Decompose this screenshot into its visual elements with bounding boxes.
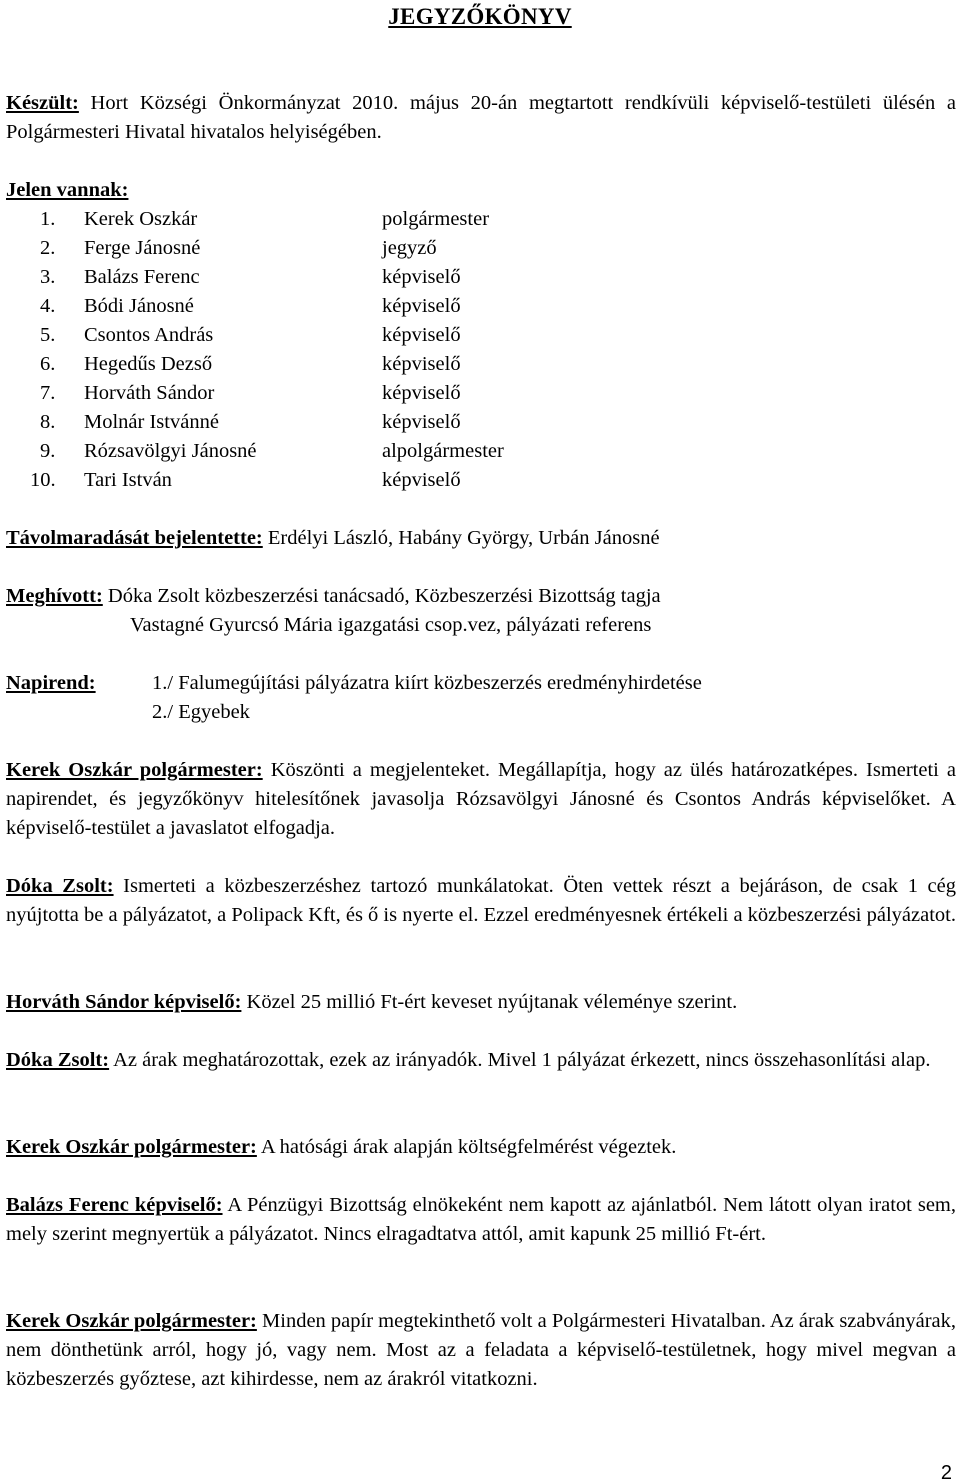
prepared-paragraph bbox=[6, 89, 956, 147]
attendee-role: képviselő bbox=[382, 324, 461, 346]
attendee-name: Hegedűs Dezső bbox=[84, 353, 213, 375]
attendee-row bbox=[6, 379, 956, 408]
speaker-label: Kerek Oszkár polgármester: bbox=[6, 759, 263, 781]
attendee-number: 7. bbox=[40, 382, 56, 404]
speech-text: Minden papír megtekinthető volt a Polgármesteri Hivatalban. Az árak szabványárak, nem dönthetünk arról, hogy jó, vagy nem. Most az a feladata a képviselő-testületnek, hogy mivel megvan a közbeszerzés győztese, azt kihirdesse, nem az árakról vitatkozni. bbox=[6, 1310, 956, 1390]
invited-line-1: Dóka Zsolt közbeszerzési tanácsadó, Közbeszerzési Bizottság tagja bbox=[102, 585, 661, 607]
attendee-row bbox=[6, 350, 956, 379]
attendee-name: Ferge Jánosné bbox=[84, 237, 201, 259]
speaker-label: Dóka Zsolt: bbox=[6, 1049, 110, 1071]
agenda-section bbox=[6, 669, 956, 727]
attendee-role: képviselő bbox=[382, 353, 461, 375]
attendee-number: 1. bbox=[40, 208, 56, 230]
attendee-role: polgármester bbox=[382, 208, 490, 230]
speech-text: A Pénzügyi Bizottság elnökeként nem kapott az ajánlatból. Nem látott olyan iratot sem, mely szerint megnyertük a pályázatot. Nincs elragadtatva attól, amit kapunk 25 millió Ft-ért. bbox=[6, 1194, 956, 1245]
absent-paragraph bbox=[6, 524, 956, 553]
speech-text: Az árak meghatározottak, ezek az irányadók. Mivel 1 pályázat érkezett, nincs összehasonlítási alap. bbox=[109, 1049, 931, 1071]
attendee-number: 10. bbox=[30, 469, 56, 491]
attendee-name: Horváth Sándor bbox=[84, 382, 215, 404]
speech-text: Ismerteti a közbeszerzéshez tartozó munkálatokat. Öten vettek részt a bejáráson, de csak 1 cég nyújtotta be a pályázatot, a Polipack Kft, és ő is nyerte el. Ezzel eredményesnek értékeli a közbeszerzési pályázatot. bbox=[6, 875, 956, 926]
minutes-entry bbox=[6, 1046, 956, 1075]
minutes-entry bbox=[6, 1191, 956, 1249]
attendees-section bbox=[6, 176, 956, 495]
invited-label: Meghívott: bbox=[6, 585, 103, 607]
speaker-label: Kerek Oszkár polgármester: bbox=[6, 1310, 257, 1332]
attendee-row bbox=[6, 437, 956, 466]
attendee-role: képviselő bbox=[382, 266, 461, 288]
attendee-number: 6. bbox=[40, 353, 56, 375]
attendee-row bbox=[6, 321, 956, 350]
absent-label: Távolmaradását bejelentette: bbox=[6, 527, 263, 549]
attendee-name: Tari István bbox=[84, 469, 172, 491]
attendee-role: képviselő bbox=[382, 411, 461, 433]
speech-text: A hatósági árak alapján költségfelmérést végeztek. bbox=[256, 1136, 677, 1158]
attendee-name: Bódi Jánosné bbox=[84, 295, 194, 317]
speaker-label: Horváth Sándor képviselő: bbox=[6, 991, 242, 1013]
attendee-list bbox=[6, 205, 956, 495]
agenda-label: Napirend: bbox=[6, 672, 96, 694]
invited-line-2: Vastagné Gyurcsó Mária igazgatási csop.vez, pályázati referens bbox=[130, 614, 652, 636]
attendees-label: Jelen vannak: bbox=[6, 179, 129, 201]
attendee-row bbox=[6, 292, 956, 321]
minutes-entry bbox=[6, 1133, 956, 1162]
prepared-label: Készült: bbox=[6, 92, 79, 114]
minutes-entry bbox=[6, 872, 956, 930]
attendee-name: Molnár Istvánné bbox=[84, 411, 219, 433]
attendee-role: képviselő bbox=[382, 382, 461, 404]
attendee-number: 4. bbox=[40, 295, 56, 317]
attendee-role: alpolgármester bbox=[382, 440, 504, 462]
speech-text: Közel 25 millió Ft-ért keveset nyújtanak véleménye szerint. bbox=[241, 991, 738, 1013]
attendee-number: 3. bbox=[40, 266, 56, 288]
agenda-item-1: 1./ Falumegújítási pályázatra kiírt közbeszerzés eredményhirdetése bbox=[152, 672, 702, 694]
attendee-number: 5. bbox=[40, 324, 56, 346]
attendee-number: 2. bbox=[40, 237, 56, 259]
attendee-role: képviselő bbox=[382, 469, 461, 491]
prepared-text: Hort Községi Önkormányzat 2010. május 20-án megtartott rendkívüli képviselő-testületi ülésén a Polgármesteri Hivatal hivatalos helyiségében. bbox=[6, 92, 956, 143]
attendee-row bbox=[6, 466, 956, 495]
attendee-row bbox=[6, 263, 956, 292]
attendee-name: Csontos András bbox=[84, 324, 214, 346]
attendee-row bbox=[6, 408, 956, 437]
attendee-name: Balázs Ferenc bbox=[84, 266, 200, 288]
attendee-role: képviselő bbox=[382, 295, 461, 317]
speech-text: Köszönti a megjelenteket. Megállapítja, hogy az ülés határozatképes. Ismerteti a napirendet, és jegyzőkönyv hitelesítőnek javasolja Rózsavölgyi Jánosné és Csontos András képviselőket. A képviselő-testület a javaslatot elfogadja. bbox=[6, 759, 956, 839]
attendee-name: Kerek Oszkár bbox=[84, 208, 198, 230]
absent-text: Erdélyi László, Habány György, Urbán Jánosné bbox=[262, 527, 660, 549]
invited-section bbox=[6, 582, 956, 640]
speaker-label: Balázs Ferenc képviselő: bbox=[6, 1194, 223, 1216]
attendee-role: jegyző bbox=[382, 237, 437, 259]
speaker-label: Kerek Oszkár polgármester: bbox=[6, 1136, 257, 1158]
minutes-entry bbox=[6, 756, 956, 843]
minutes-entry bbox=[6, 1307, 956, 1394]
attendee-number: 8. bbox=[40, 411, 56, 433]
attendee-row bbox=[6, 205, 956, 234]
minutes-entry bbox=[6, 988, 956, 1017]
attendee-name: Rózsavölgyi Jánosné bbox=[84, 440, 257, 462]
attendee-number: 9. bbox=[40, 440, 56, 462]
document-title: JEGYZŐKÖNYV bbox=[388, 4, 572, 29]
attendee-row bbox=[6, 234, 956, 263]
agenda-item-2: 2./ Egyebek bbox=[152, 701, 250, 723]
speaker-label: Dóka Zsolt: bbox=[6, 875, 114, 897]
page-number: 2 bbox=[940, 1462, 952, 1484]
